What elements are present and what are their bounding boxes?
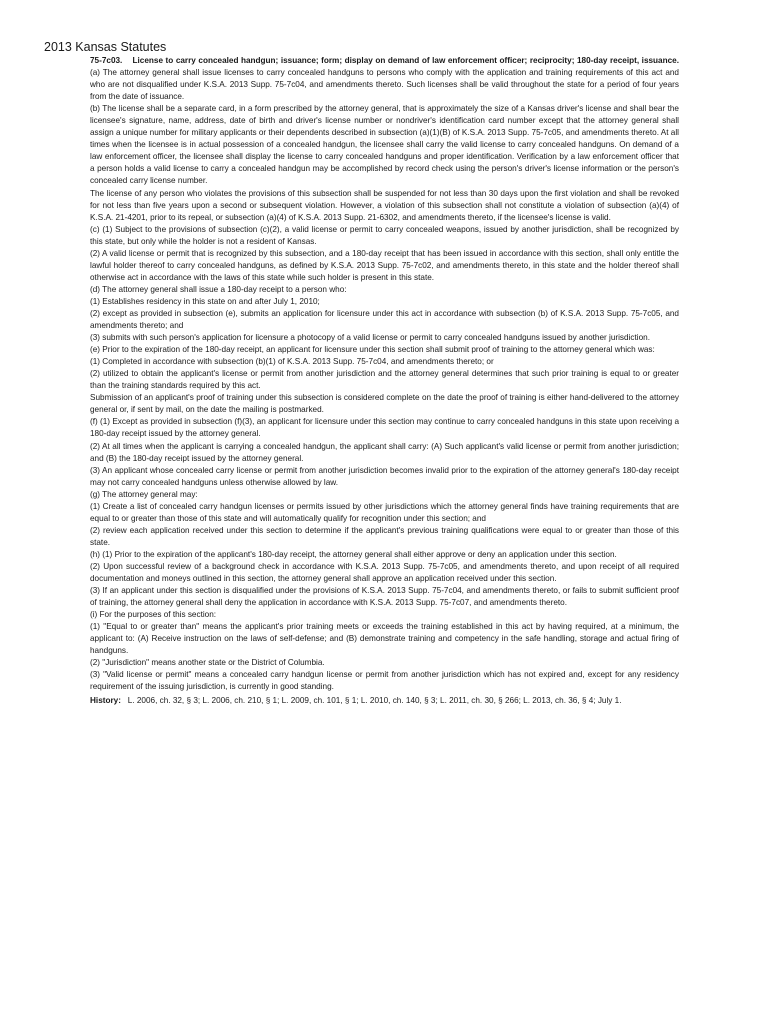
statute-paragraph: (e) Prior to the expiration of the 180-day receipt, an applicant for licensure under this section shall submit proof of training to the attorney general which was: (90, 345, 655, 355)
section-number: 75-7c03. (90, 56, 123, 65)
statute-paragraph: (3) "Valid license or permit" means a concealed carry handgun license or permit from another jurisdiction which has not expired and, except for any residency requirement of the issuing jurisdiction, is currently in good standing. (90, 670, 679, 692)
statute-paragraph: (3) submits with such person's application for licensure a photocopy of a valid license or permit to carry concealed handguns issued by another jurisdiction. (90, 333, 650, 343)
history-label: History: (90, 696, 121, 706)
statute-paragraph: (1) Completed in accordance with subsection (b)(1) of K.S.A. 2013 Supp. 75-7c04, and amendments thereto; or (90, 357, 494, 367)
statute-paragraph: (1) Establishes residency in this state on and after July 1, 2010; (90, 296, 320, 306)
statute-paragraph: (3) If an applicant under this section is disqualified under the provisions of K.S.A. 2013 Supp. 75-7c04, and amendments thereto, or fails to submit sufficient proof of training, the attorney general shall deny the application in accordance with K.S.A. 2013 Supp. 75-7c07, and amendments thereto. (90, 586, 679, 608)
section-heading: License to carry concealed handgun; issuance; form; display on demand of law enforcement officer; reciprocity; 180-day receipt, issuance. (132, 56, 679, 65)
statute-paragraph: (2) A valid license or permit that is recognized by this subsection, and a 180-day receipt that has been issued in accordance with this section, shall only entitle the lawful holder thereof to carry concealed handguns, as defined by K.S.A. 2013 Supp. 75-7c02, and amendments thereto, in this state and the holder thereof shall otherwise act in accordance with the laws of this state while such holder is present in this state. (90, 248, 679, 282)
statute-paragraph: (d) The attorney general shall issue a 180-day receipt to a person who: (90, 284, 347, 294)
history-text: L. 2006, ch. 32, § 3; L. 2006, ch. 210, § 1; L. 2009, ch. 101, § 1; L. 2010, ch. 140, § 3; L. 2011, ch. 30, § 266; L. 2013, ch. 36, § 4; July 1. (127, 696, 622, 706)
statute-paragraph: (c) (1) Subject to the provisions of subsection (c)(2), a valid license or permit to carry concealed weapons, issued by another jurisdiction, shall be recognized by this state, but only while the holder is not a resident of Kansas. (90, 224, 679, 246)
statute-paragraph: (i) For the purposes of this section: (90, 610, 217, 620)
subsection-a-text: (a) The attorney general shall issue licenses to carry concealed handguns to persons who comply with the application and training requirements of this act and who are not disqualified under K.S.A. 2013 Supp. 75-7c04, and amendments thereto. Such licenses shall be valid throughout the state for a period of four years from the date of issuance. (90, 68, 679, 102)
statute-paragraph: (b) The license shall be a separate card, in a form prescribed by the attorney general, that is approximately the size of a Kansas driver's license and shall bear the licensee's signature, name, address, date of birth and driver's license number or nondriver's identification card number except that the attorney general shall assign a unique number for military applicants or their dependents described in subsection (a)(1)(B) of K.S.A. 2013 Supp. 75-7c05, and amendments thereto. At all times when the licensee is in actual possession of a concealed handgun, the licensee shall carry the valid license to carry concealed handguns. On demand of a law enforcement officer, the licensee shall display the license to carry concealed handguns and proper identification. Verification by a law enforcement officer that a person holds a valid license to carry a concealed handgun may be accomplished by record check using the person's driver's license information or the person's concealed carry license number. (90, 104, 679, 186)
statute-paragraph: (2) utilized to obtain the applicant's license or permit from another jurisdiction and the attorney general determines that such prior training is equal to or greater than the training standards required by this act. (90, 369, 679, 391)
statute-body (90, 55, 679, 708)
statute-paragraph: (2) At all times when the applicant is carrying a concealed handgun, the applicant shall carry: (A) Such applicant's valid license or permit from another jurisdiction; and (B) the 180-day receipt issued by the attorney general. (90, 441, 679, 463)
statute-paragraph: (h) (1) Prior to the expiration of the applicant's 180-day receipt, the attorney general shall either approve or deny an application under this section. (90, 549, 617, 559)
statute-paragraph: (f) (1) Except as provided in subsection (f)(3), an applicant for licensure under this section may continue to carry concealed handguns in this state upon receiving a 180-day receipt issued by the attorney general. (90, 417, 679, 439)
statute-paragraph: (2) Upon successful review of a background check in accordance with K.S.A. 2013 Supp. 75-7c05, and amendments thereto, and upon receipt of all required documentation and moneys outlined in this section, the attorney general shall approve an application received under this section. (90, 561, 679, 584)
statute-paragraph: (g) The attorney general may: (90, 489, 198, 499)
page-header-title: 2013 Kansas Statutes (44, 40, 167, 54)
statute-paragraph: (1) "Equal to or greater than" means the applicant's prior training meets or exceeds the training established in this act by having required, at a minimum, the applicant to: (A) Receive instruction on the laws of self-defense; and (B) demonstrate training and competency in the safe handling, storage and actual firing of handguns. (90, 622, 679, 656)
statute-paragraph: (2) review each application received under this section to determine if the applicant's previous training qualifications were equal to or greater than those of this state. (90, 525, 679, 547)
statute-paragraph: (2) "Jurisdiction" means another state or the District of Columbia. (90, 658, 325, 668)
statute-paragraph: (1) Create a list of concealed carry handgun licenses or permits issued by other jurisdictions which the attorney general finds have training requirements that are equal to or greater than those of this state and will automatically qualify for recognition under this section; and (90, 501, 679, 523)
statute-intro-paragraph (90, 55, 679, 103)
statute-paragraph: (3) An applicant whose concealed carry license or permit from another jurisdiction becomes invalid prior to the expiration of the attorney general's 180-day receipt may not carry concealed handguns unless otherwise allowed by law. (90, 465, 679, 487)
statute-paragraph: Submission of an applicant's proof of training under this subsection is considered complete on the date the proof of training is either hand-delivered to the attorney general or, if sent by mail, on the date the mailing is postmarked. (90, 393, 679, 415)
statute-paragraphs (90, 103, 679, 693)
statute-paragraph: The license of any person who violates the provisions of this subsection shall be suspended for not less than 30 days upon the first violation and shall be revoked for not less than five years upon a second or subsequent violation. However, a violation of this subsection shall not constitute a violation of subsection (a)(4) of K.S.A. 21-4201, prior to its repeal, or subsection (a)(4) of K.S.A. 2013 Supp. 21-6302, and amendments thereto, if the licensee's license is valid. (90, 188, 679, 222)
history-paragraph (90, 695, 679, 707)
statute-paragraph: (2) except as provided in subsection (e), submits an application for licensure under this act in accordance with subsection (b) of K.S.A. 2013 Supp. 75-7c05, and amendments thereto; and (90, 308, 679, 331)
